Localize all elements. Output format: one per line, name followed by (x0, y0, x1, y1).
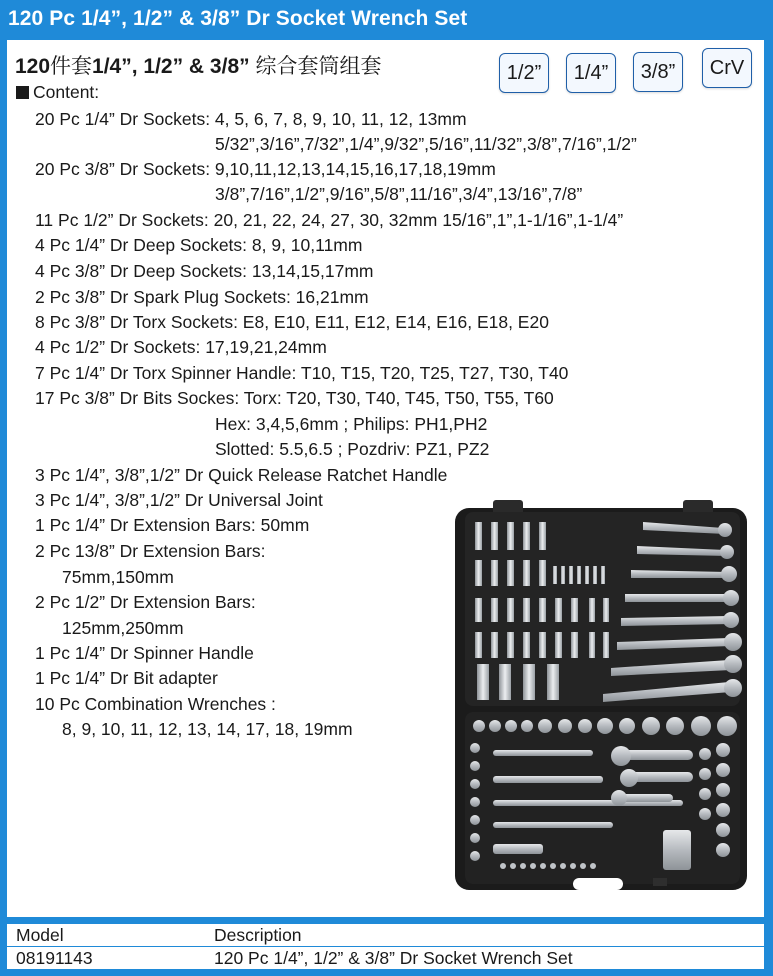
content-line: 5/32”,3/16”,7/32”,1/4”,9/32”,5/16”,11/32”,3/8”,7/16”,1/2” (215, 134, 637, 154)
content-line: 20 Pc 3/8” Dr Sockets: 9,10,11,12,13,14,15,16,17,18,19mm (35, 159, 496, 179)
content-line: 2 Pc 1/2” Dr Extension Bars: (35, 592, 256, 612)
content-line: 1 Pc 1/4” Dr Spinner Handle (35, 643, 254, 663)
content-line: 2 Pc 3/8” Dr Spark Plug Sockets: 16,21mm (35, 287, 369, 307)
content-line: 3/8”,7/16”,1/2”,9/16”,5/8”,11/16”,3/4”,13/16”,7/8” (215, 184, 583, 204)
content-line: 75mm,150mm (62, 567, 174, 587)
content-line: 20 Pc 1/4” Dr Sockets: 4, 5, 6, 7, 8, 9, 10, 11, 12, 13mm (35, 109, 467, 129)
content-line: 11 Pc 1/2” Dr Sockets: 20, 21, 22, 24, 27, 30, 32mm 15/16”,1”,1-1/16”,1-1/4” (35, 210, 624, 230)
content-line: 3 Pc 1/4”, 3/8”,1/2” Dr Universal Joint (35, 490, 323, 510)
subtitle-cn1: 件套 (50, 55, 93, 78)
content-line: 4 Pc 1/2” Dr Sockets: 17,19,21,24mm (35, 337, 327, 357)
bullet-square-icon (16, 86, 29, 99)
content-line: Slotted: 5.5,6.5 ; Pozdriv: PZ1, PZ2 (215, 439, 490, 459)
header-description: Description (214, 925, 302, 945)
content-line: 3 Pc 1/4”, 3/8”,1/2” Dr Quick Release Ratchet Handle (35, 465, 448, 485)
content-line: 8 Pc 3/8” Dr Torx Sockets: E8, E10, E11, E12, E14, E16, E18, E20 (35, 312, 549, 332)
table-row (7, 947, 764, 969)
badge-half-inch: 1/2” (499, 53, 549, 93)
content-line: 8, 9, 10, 11, 12, 13, 14, 17, 18, 19mm (62, 719, 353, 739)
badge-quarter-inch: 1/4” (566, 53, 616, 93)
cell-description: 120 Pc 1/4”, 1/2” & 3/8” Dr Socket Wrench Set (214, 948, 573, 968)
toolbox-photo-icon (453, 500, 750, 895)
badge-three-eighths: 3/8” (633, 52, 683, 92)
content-line: 17 Pc 3/8” Dr Bits Sockes: Torx: T20, T30, T40, T45, T50, T55, T60 (35, 388, 554, 408)
content-label: Content: (33, 82, 100, 102)
subtitle-cn2: 综合套筒组套 (249, 55, 382, 78)
content-line: 4 Pc 3/8” Dr Deep Sockets: 13,14,15,17mm (35, 261, 374, 281)
table-header (7, 924, 764, 946)
badge-crv: CrV (702, 48, 752, 88)
header-model: Model (16, 925, 64, 945)
page-title: 120 Pc 1/4”, 1/2” & 3/8” Dr Socket Wrench Set (8, 7, 468, 30)
content-line: 2 Pc 13/8” Dr Extension Bars: (35, 541, 266, 561)
chinese-subtitle (15, 50, 381, 80)
cell-model: 08191143 (16, 948, 93, 968)
content-line: 1 Pc 1/4” Dr Extension Bars: 50mm (35, 515, 310, 535)
content-line: 10 Pc Combination Wrenches : (35, 694, 276, 714)
content-line: Hex: 3,4,5,6mm ; Philips: PH1,PH2 (215, 414, 488, 434)
content-line: 4 Pc 1/4” Dr Deep Sockets: 8, 9, 10,11mm (35, 235, 363, 255)
content-line: 7 Pc 1/4” Dr Torx Spinner Handle: T10, T15, T20, T25, T27, T30, T40 (35, 363, 569, 383)
subtitle-sizes: 1/4”, 1/2” & 3/8” (92, 55, 250, 78)
content-heading (16, 82, 99, 103)
content-line: 1 Pc 1/4” Dr Bit adapter (35, 668, 218, 688)
content-line: 125mm,250mm (62, 618, 184, 638)
subtitle-count: 120 (15, 55, 51, 78)
